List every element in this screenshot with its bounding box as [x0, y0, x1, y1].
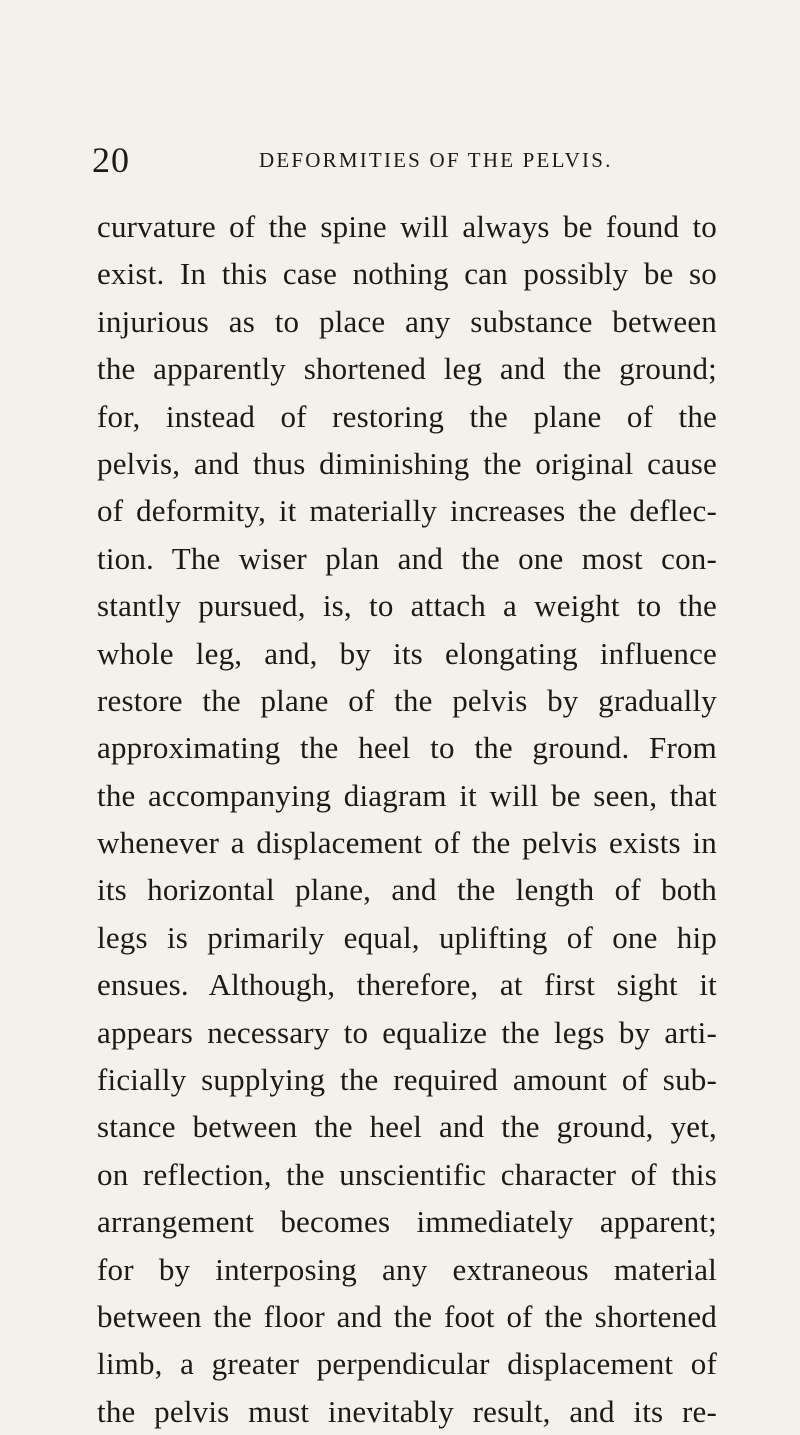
text-line: whenever a displacement of the pelvis exists in [97, 825, 717, 861]
text-line: ensues. Although, therefore, at first sight it [97, 967, 717, 1003]
text-line: on reflection, the unscientific character of this [97, 1156, 717, 1192]
text-line: the apparently shortened leg and the ground; [97, 351, 717, 387]
text-line: pelvis, and thus diminishing the original cause [97, 445, 717, 481]
text-line: injurious as to place any substance between [97, 303, 717, 339]
body-text [97, 203, 717, 1435]
text-line: exist. In this case nothing can possibly be so [97, 256, 717, 292]
text-line: legs is primarily equal, uplifting of one hip [97, 919, 717, 955]
page-number: 20 [92, 140, 130, 180]
text-line: stantly pursued, is, to attach a weight to the [97, 588, 717, 624]
text-line: arrangement becomes immediately apparent; [97, 1204, 717, 1240]
running-head [92, 140, 712, 180]
text-line: curvature of the spine will always be found to [97, 209, 717, 244]
text-line: restore the plane of the pelvis by gradually [97, 682, 717, 718]
text-line: limb, a greater perpendicular displacement of [97, 1346, 717, 1382]
text-line: for by interposing any extraneous material [97, 1251, 717, 1287]
text-line: ficially supplying the required amount of sub- [97, 1062, 717, 1098]
text-line: for, instead of restoring the plane of the [97, 398, 717, 434]
text-line: whole leg, and, by its elongating influence [97, 635, 717, 671]
text-line: appears necessary to equalize the legs by arti- [97, 1014, 717, 1050]
text-line: stance between the heel and the ground, yet, [97, 1109, 717, 1145]
text-line: of deformity, it materially increases the deflec- [97, 493, 717, 529]
text-line: its horizontal plane, and the length of both [97, 872, 717, 908]
text-line: tion. The wiser plan and the one most con- [97, 540, 717, 576]
text-line: between the floor and the foot of the shortened [97, 1298, 717, 1334]
text-line: the pelvis must inevitably result, and its re- [97, 1393, 717, 1429]
running-title: DEFORMITIES OF THE PELVIS. [259, 148, 613, 172]
text-line: the accompanying diagram it will be seen, that [97, 777, 717, 813]
text-line: approximating the heel to the ground. From [97, 730, 717, 766]
